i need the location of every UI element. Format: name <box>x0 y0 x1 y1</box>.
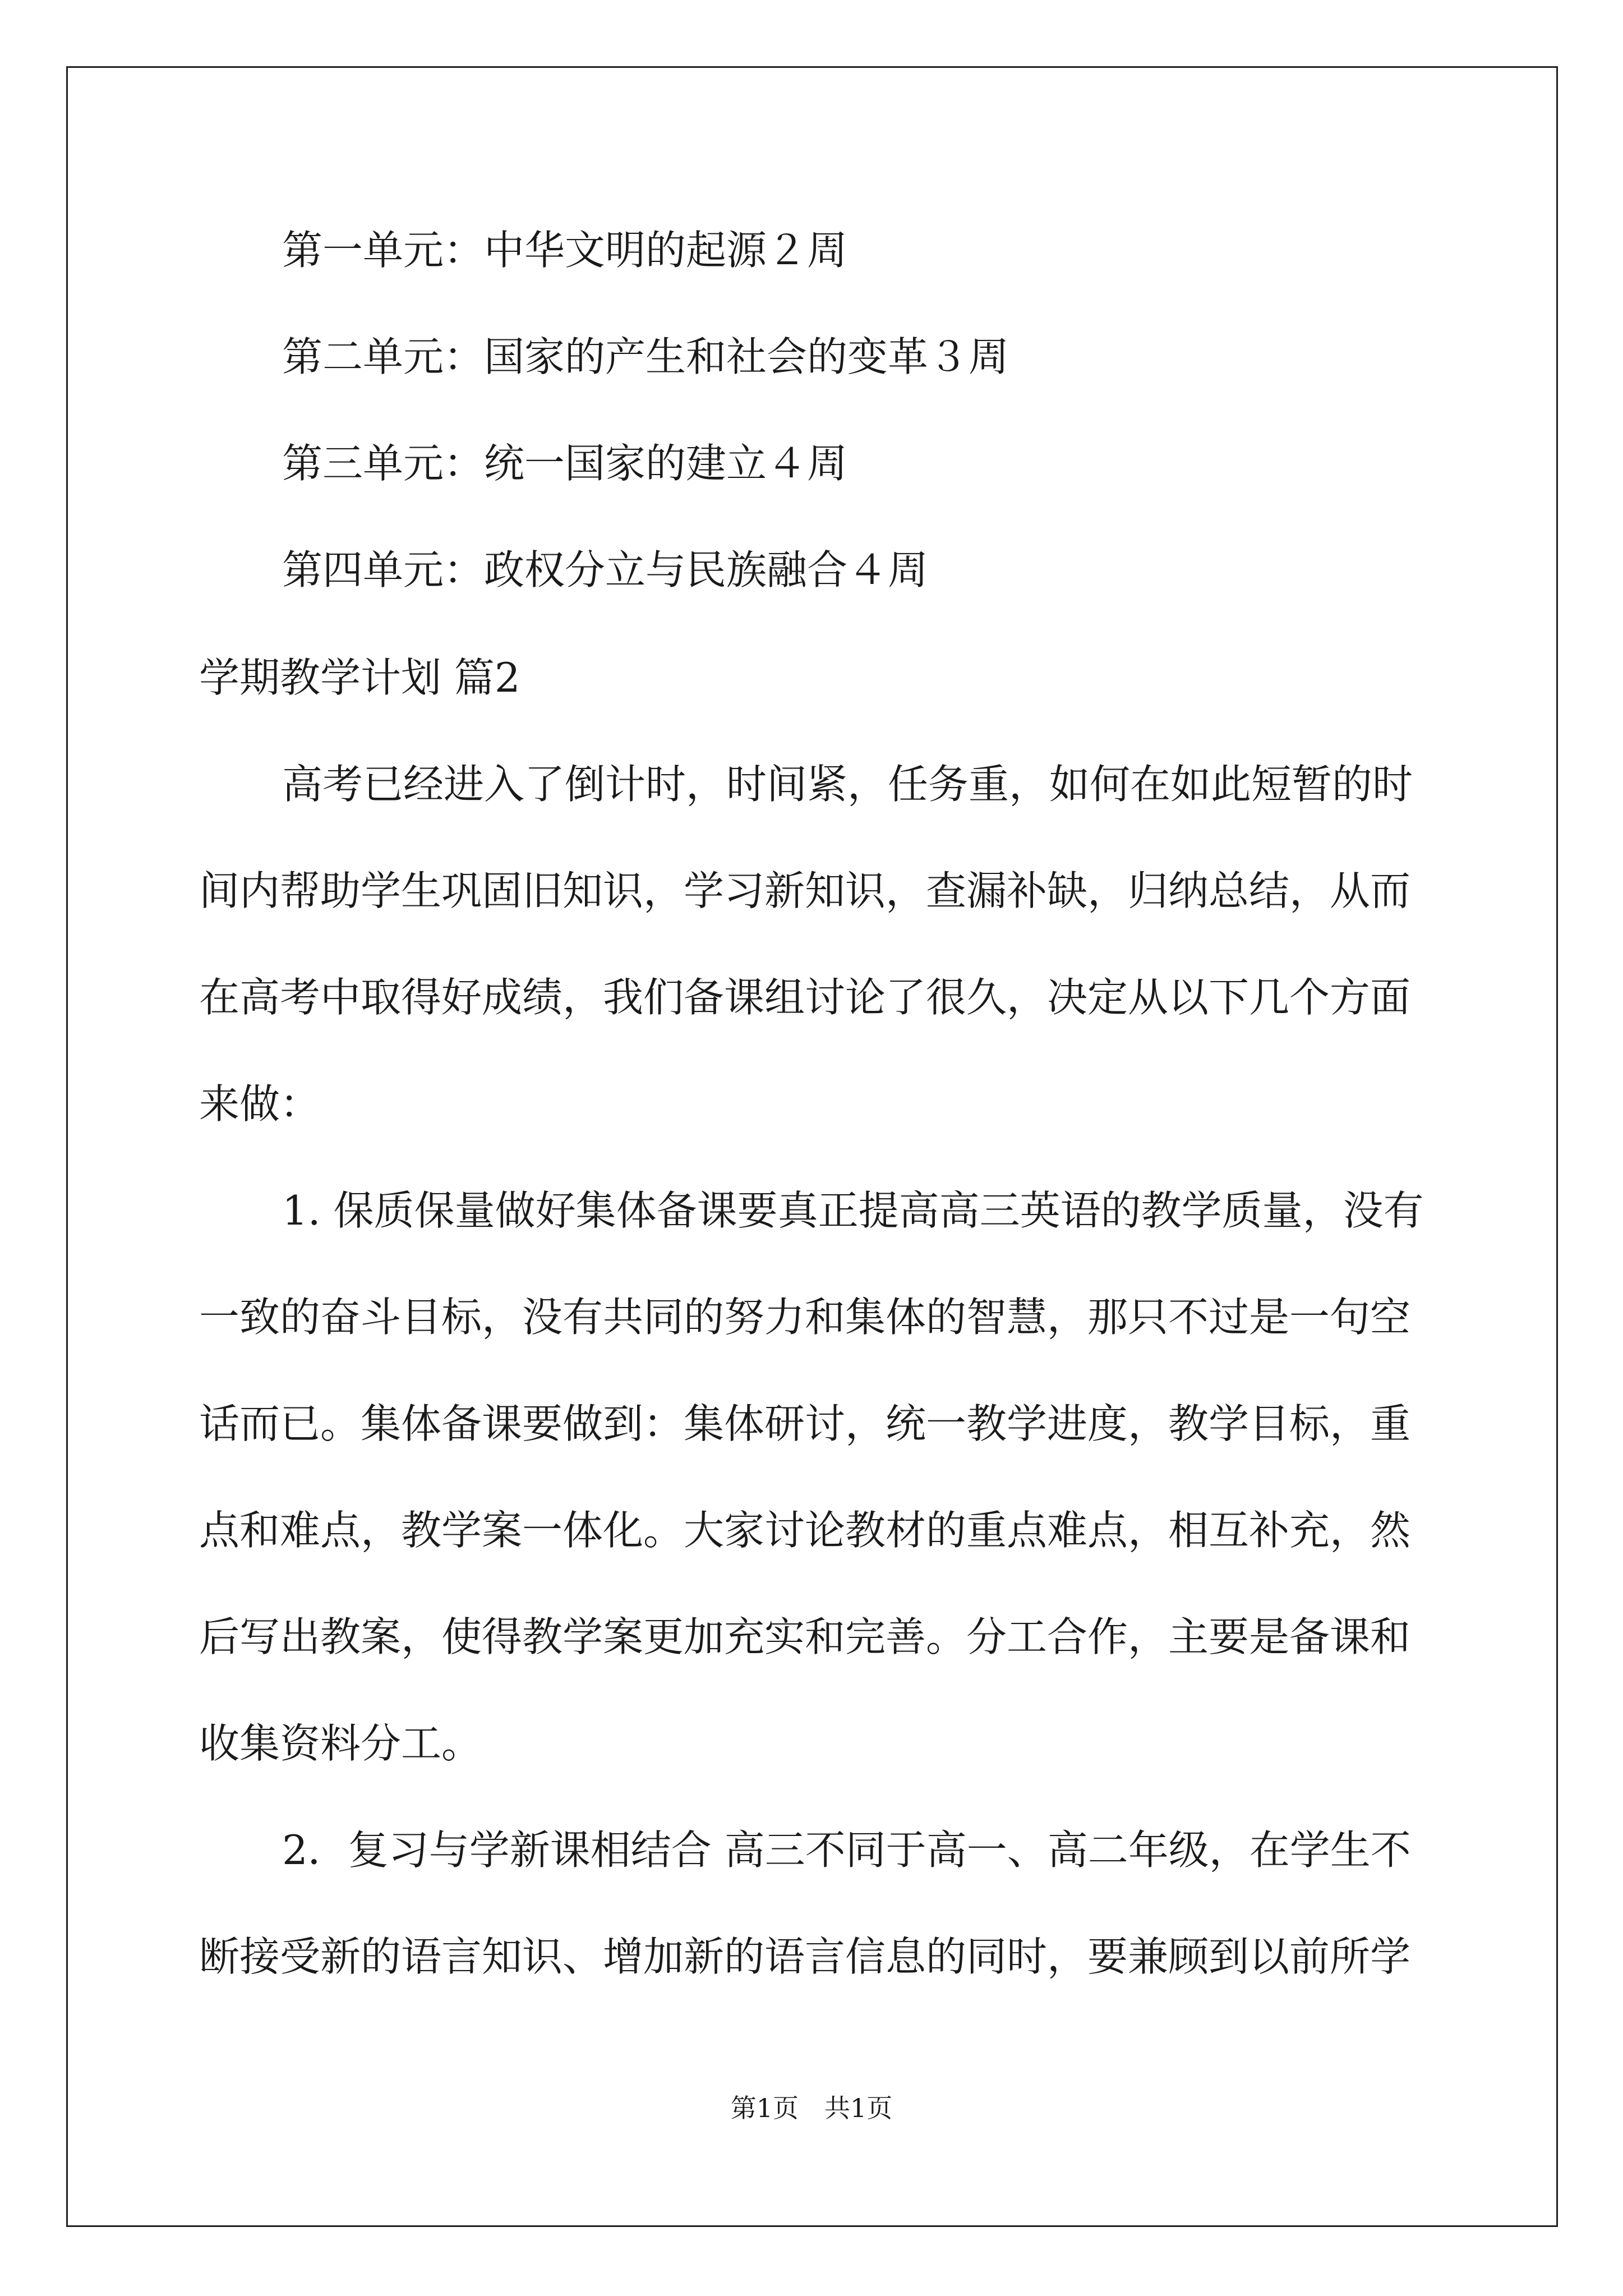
unit-line-2: 第二单元：国家的产生和社会的变革３周 <box>282 333 1009 380</box>
page-footer: 第1页 共1页 <box>730 2093 893 2123</box>
paragraph-2-line-1: 1. 保质保量做好集体备课要真正提高高三英语的教学质量，没有 <box>282 1187 1424 1234</box>
paragraph-3-line-1: 2．复习与学新课相结合 高三不同于高一、高二年级，在学生不 <box>282 1826 1411 1874</box>
paragraph-2-line-3: 话而已。集体备课要做到：集体研讨，统一教学进度，教学目标，重 <box>199 1400 1411 1447</box>
section-heading: 学期教学计划 篇2 <box>199 654 520 701</box>
paragraph-2-line-2: 一致的奋斗目标，没有共同的努力和集体的智慧，那只不过是一句空 <box>199 1294 1411 1341</box>
paragraph-3-line-2: 断接受新的语言知识、增加新的语言信息的同时，要兼顾到以前所学 <box>199 1933 1411 1980</box>
paragraph-1-line-3: 在高考中取得好成绩，我们备课组讨论了很久，决定从以下几个方面 <box>199 974 1411 1021</box>
paragraph-2-line-4: 点和难点，教学案一体化。大家讨论教材的重点难点，相互补充，然 <box>199 1507 1411 1554</box>
page-border <box>66 66 1558 2227</box>
unit-line-1: 第一单元：中华文明的起源２周 <box>282 227 848 274</box>
paragraph-1-line-1: 高考已经进入了倒计时，时间紧，任务重，如何在如此短暂的时 <box>282 761 1413 808</box>
paragraph-1-line-2: 间内帮助学生巩固旧知识，学习新知识，查漏补缺，归纳总结，从而 <box>199 867 1411 914</box>
paragraph-2-line-6: 收集资料分工。 <box>199 1720 482 1767</box>
paragraph-1-line-4: 来做： <box>199 1080 321 1128</box>
unit-line-4: 第四单元：政权分立与民族融合４周 <box>282 546 929 593</box>
paragraph-2-line-5: 后写出教案，使得教学案更加充实和完善。分工合作，主要是备课和 <box>199 1613 1411 1660</box>
unit-line-3: 第三单元：统一国家的建立４周 <box>282 440 848 487</box>
